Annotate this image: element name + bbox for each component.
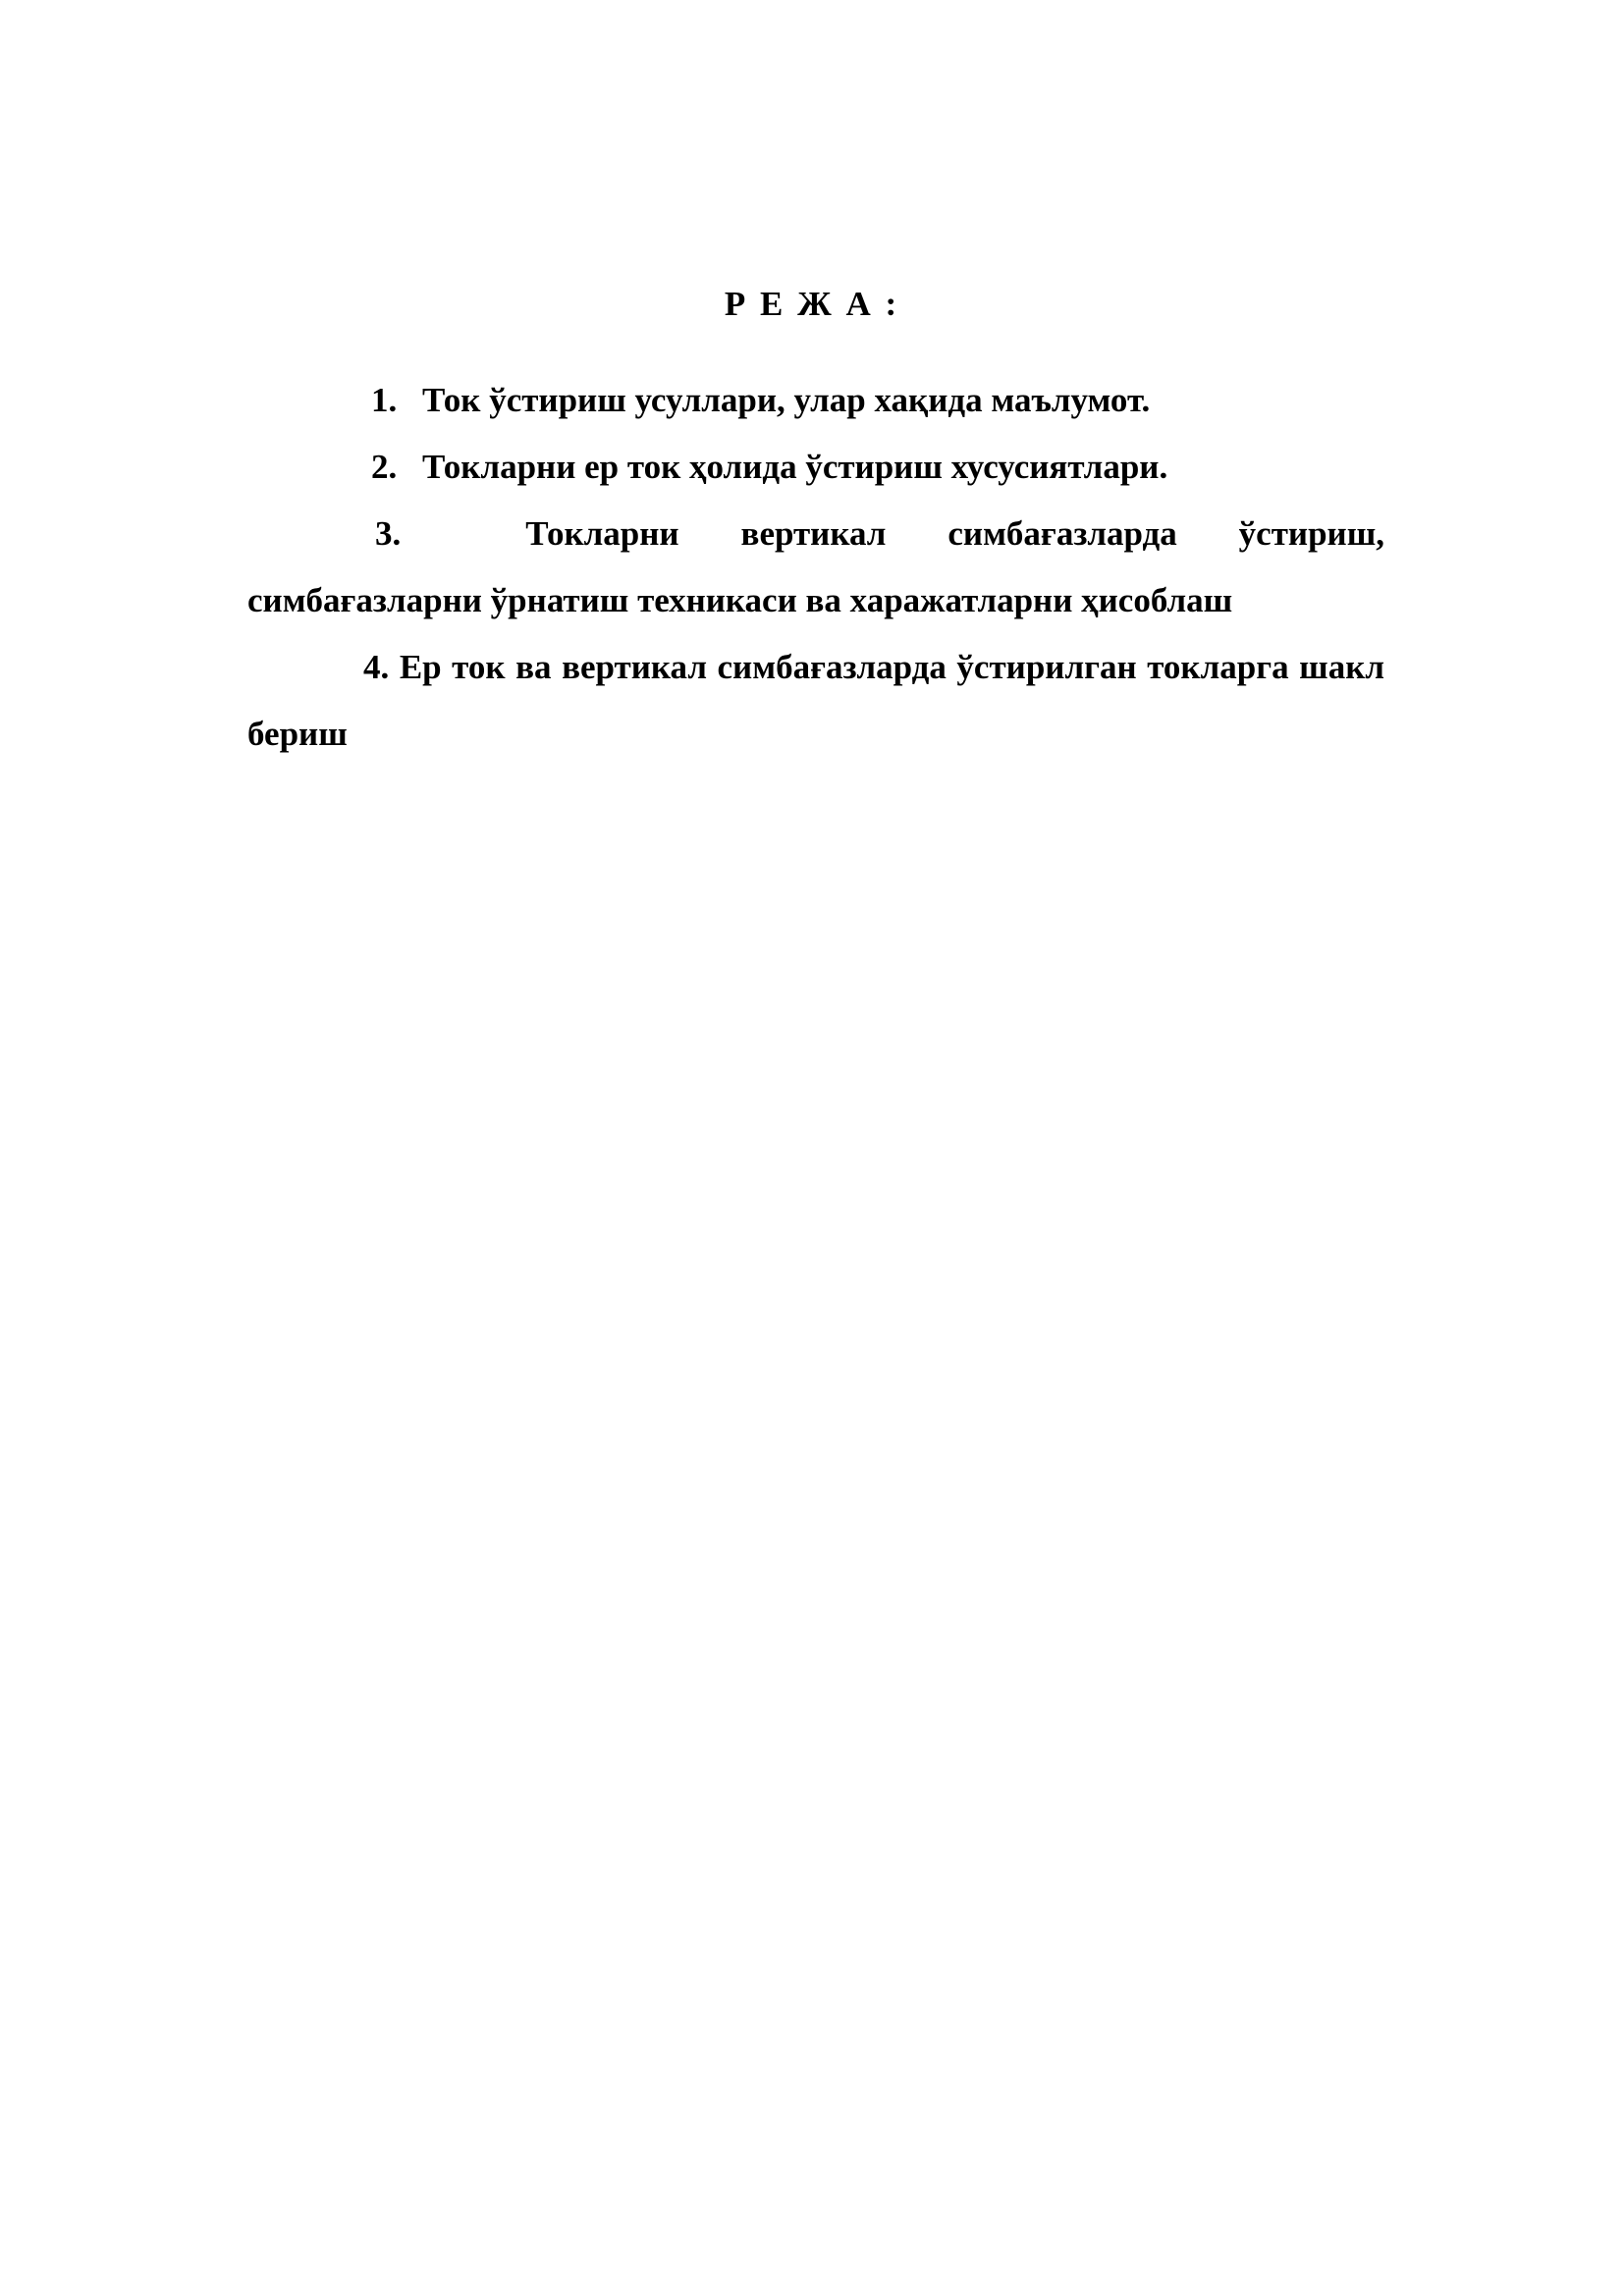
- list-item-number: 3.: [375, 514, 463, 553]
- list-item-text-line1: Токларни вертикал симбағазларда ўстириш,: [525, 514, 1385, 553]
- list-item-text-line2: симбағазларни ўрнатиш техникаси ва харажатларни ҳисоблаш: [247, 581, 1233, 619]
- list-item: [247, 634, 1384, 768]
- plan-list: [247, 367, 1384, 768]
- list-item: [247, 367, 1384, 434]
- list-item: [247, 434, 1384, 501]
- list-item-number: 1.: [371, 381, 398, 419]
- list-item-text: Токларни ер ток ҳолида ўстириш хусусиятлари.: [422, 448, 1168, 486]
- list-item: [247, 501, 1384, 634]
- list-item-number: 4.: [363, 648, 400, 686]
- page-title: Р Е Ж А :: [724, 285, 900, 323]
- list-item-number: 2.: [371, 448, 398, 486]
- list-item-text: Ток ўстириш усуллари, улар хақида маълумот.: [422, 381, 1151, 419]
- list-item-first-line: [247, 501, 1384, 567]
- list-item-text: Ер ток ва вертикал симбағазларда ўстирилган токларга шакл бериш: [247, 648, 1385, 753]
